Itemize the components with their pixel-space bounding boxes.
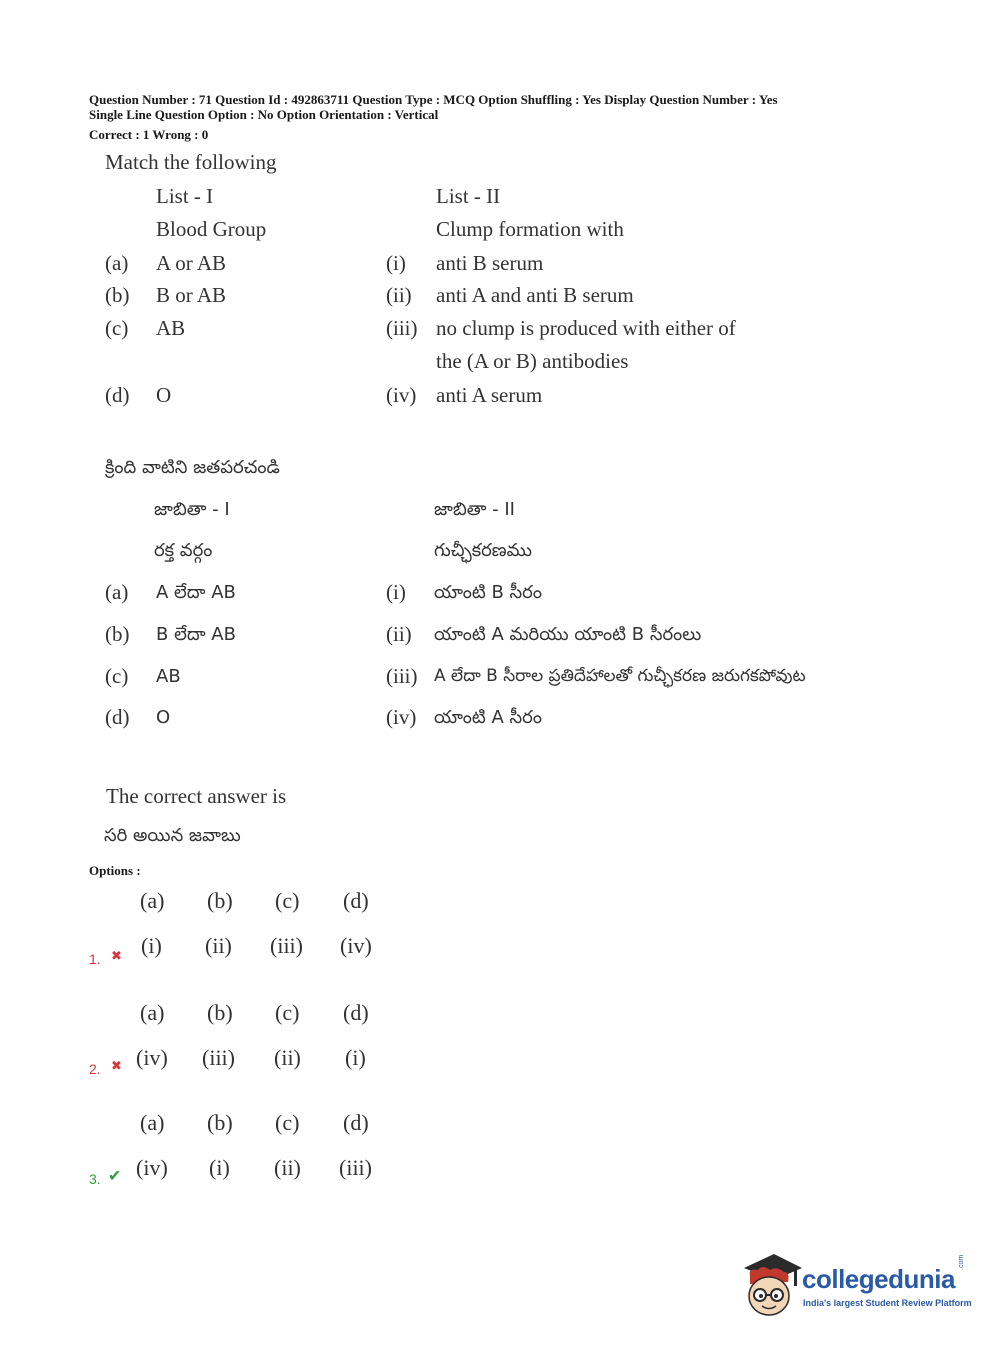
answer-prompt-english: The correct answer is: [106, 784, 287, 808]
question-meta-line1: Question Number : 71 Question Id : 492863711 Question Type : MCQ Option Shuffling : Yes Display Question Number : Yes: [89, 92, 778, 107]
tel-row-label: (c): [105, 664, 129, 688]
option-value: (iv): [136, 1155, 168, 1180]
option-head: (b): [207, 1110, 233, 1135]
option-value: (ii): [205, 933, 232, 958]
eng-row-roman: (i): [386, 251, 406, 275]
list1-heading: List - I: [156, 184, 214, 208]
option-value: (ii): [274, 1045, 301, 1070]
tel-row-right: యాంటి B సీరం: [434, 582, 542, 603]
tel-row-right: యాంటి A మరియు యాంటి B సీరంలు: [434, 624, 702, 645]
tel-row-label: (a): [105, 580, 129, 604]
collegedunia-logo: [740, 1250, 970, 1320]
eng-row-right-cont: the (A or B) antibodies: [436, 349, 629, 373]
option-value: (iii): [202, 1045, 235, 1070]
eng-row-left: AB: [156, 316, 186, 340]
tel-row-left: B లేదా AB: [156, 624, 236, 645]
eng-row-left: O: [156, 383, 172, 407]
answer-prompt-telugu: సరి అయిన జవాబు: [104, 825, 241, 846]
eng-row-left: B or AB: [156, 283, 227, 307]
logo-tagline: India's largest Student Review Platform: [803, 1298, 972, 1308]
eng-row-right: anti B serum: [436, 251, 544, 275]
tel-row-left: O: [156, 707, 171, 728]
correct-check-icon: ✔: [108, 1166, 122, 1185]
eng-row-label: (c): [105, 316, 129, 340]
option-head: (d): [343, 1110, 369, 1135]
tel-row-label: (d): [105, 705, 130, 729]
tel-row-roman: (iii): [386, 664, 418, 688]
eng-row-roman: (iii): [386, 316, 418, 340]
option-number: 3.: [89, 1171, 101, 1187]
tel-row-right: యాంటి A సీరం: [434, 707, 542, 728]
telugu-list1-heading: జాబితా - I: [154, 499, 230, 520]
eng-row-label: (a): [105, 251, 129, 275]
tel-row-right: A లేదా B సీరాల ప్రతిదేహాలతో గుచ్ఛీకరణ జరుగకపోవుట: [434, 666, 806, 686]
option-number: 1.: [89, 951, 101, 967]
eng-row-label: (b): [105, 283, 130, 307]
option-value: (i): [345, 1045, 366, 1070]
option-head: (d): [343, 888, 369, 913]
option-value: (iv): [136, 1045, 168, 1070]
options-label: Options :: [89, 863, 141, 878]
list1-subheading: Blood Group: [156, 217, 267, 241]
logo-wordmark: collegedunia: [802, 1264, 955, 1294]
eng-row-label: (d): [105, 383, 130, 407]
wrong-mark-icon: ✖: [111, 1059, 122, 1074]
option-head: (b): [207, 888, 233, 913]
tel-row-left: A లేదా AB: [156, 582, 236, 603]
telugu-list1-subheading: రక్త వర్గం: [154, 540, 213, 561]
english-title: Match the following: [105, 150, 277, 174]
eng-row-right: no clump is produced with either of: [436, 316, 736, 340]
option-number: 2.: [89, 1061, 101, 1077]
option-value: (ii): [274, 1155, 301, 1180]
list2-subheading: Clump formation with: [436, 217, 624, 241]
question-score: Correct : 1 Wrong : 0: [89, 127, 209, 142]
mascot-icon: [740, 1250, 804, 1318]
option-head: (c): [275, 888, 300, 913]
option-head: (a): [140, 1110, 165, 1135]
option-value: (iv): [340, 933, 372, 958]
eng-row-right: anti A and anti B serum: [436, 283, 634, 307]
option-value: (iii): [270, 933, 303, 958]
tel-row-roman: (ii): [386, 622, 412, 646]
telugu-title: క్రింది వాటిని జతపరచండి: [105, 457, 280, 478]
list2-heading: List - II: [436, 184, 501, 208]
logo-suffix: .com: [958, 1254, 965, 1270]
option-head: (c): [275, 1110, 300, 1135]
option-head: (c): [275, 1000, 300, 1025]
telugu-list2-heading: జాబితా - II: [434, 499, 515, 520]
eng-row-roman: (iv): [386, 383, 417, 407]
option-value: (i): [209, 1155, 230, 1180]
option-value: (i): [141, 933, 162, 958]
eng-row-roman: (ii): [386, 283, 412, 307]
tel-row-left: AB: [156, 666, 181, 687]
tel-row-label: (b): [105, 622, 130, 646]
option-head: (d): [343, 1000, 369, 1025]
eng-row-right: anti A serum: [436, 383, 543, 407]
question-meta-line2: Single Line Question Option : No Option Orientation : Vertical: [89, 107, 439, 122]
option-head: (a): [140, 888, 165, 913]
option-head: (a): [140, 1000, 165, 1025]
tel-row-roman: (i): [386, 580, 406, 604]
option-value: (iii): [339, 1155, 372, 1180]
tel-row-roman: (iv): [386, 705, 417, 729]
option-head: (b): [207, 1000, 233, 1025]
wrong-mark-icon: ✖: [111, 949, 122, 964]
telugu-list2-subheading: గుచ్ఛీకరణము: [434, 540, 532, 561]
eng-row-left: A or AB: [156, 251, 227, 275]
